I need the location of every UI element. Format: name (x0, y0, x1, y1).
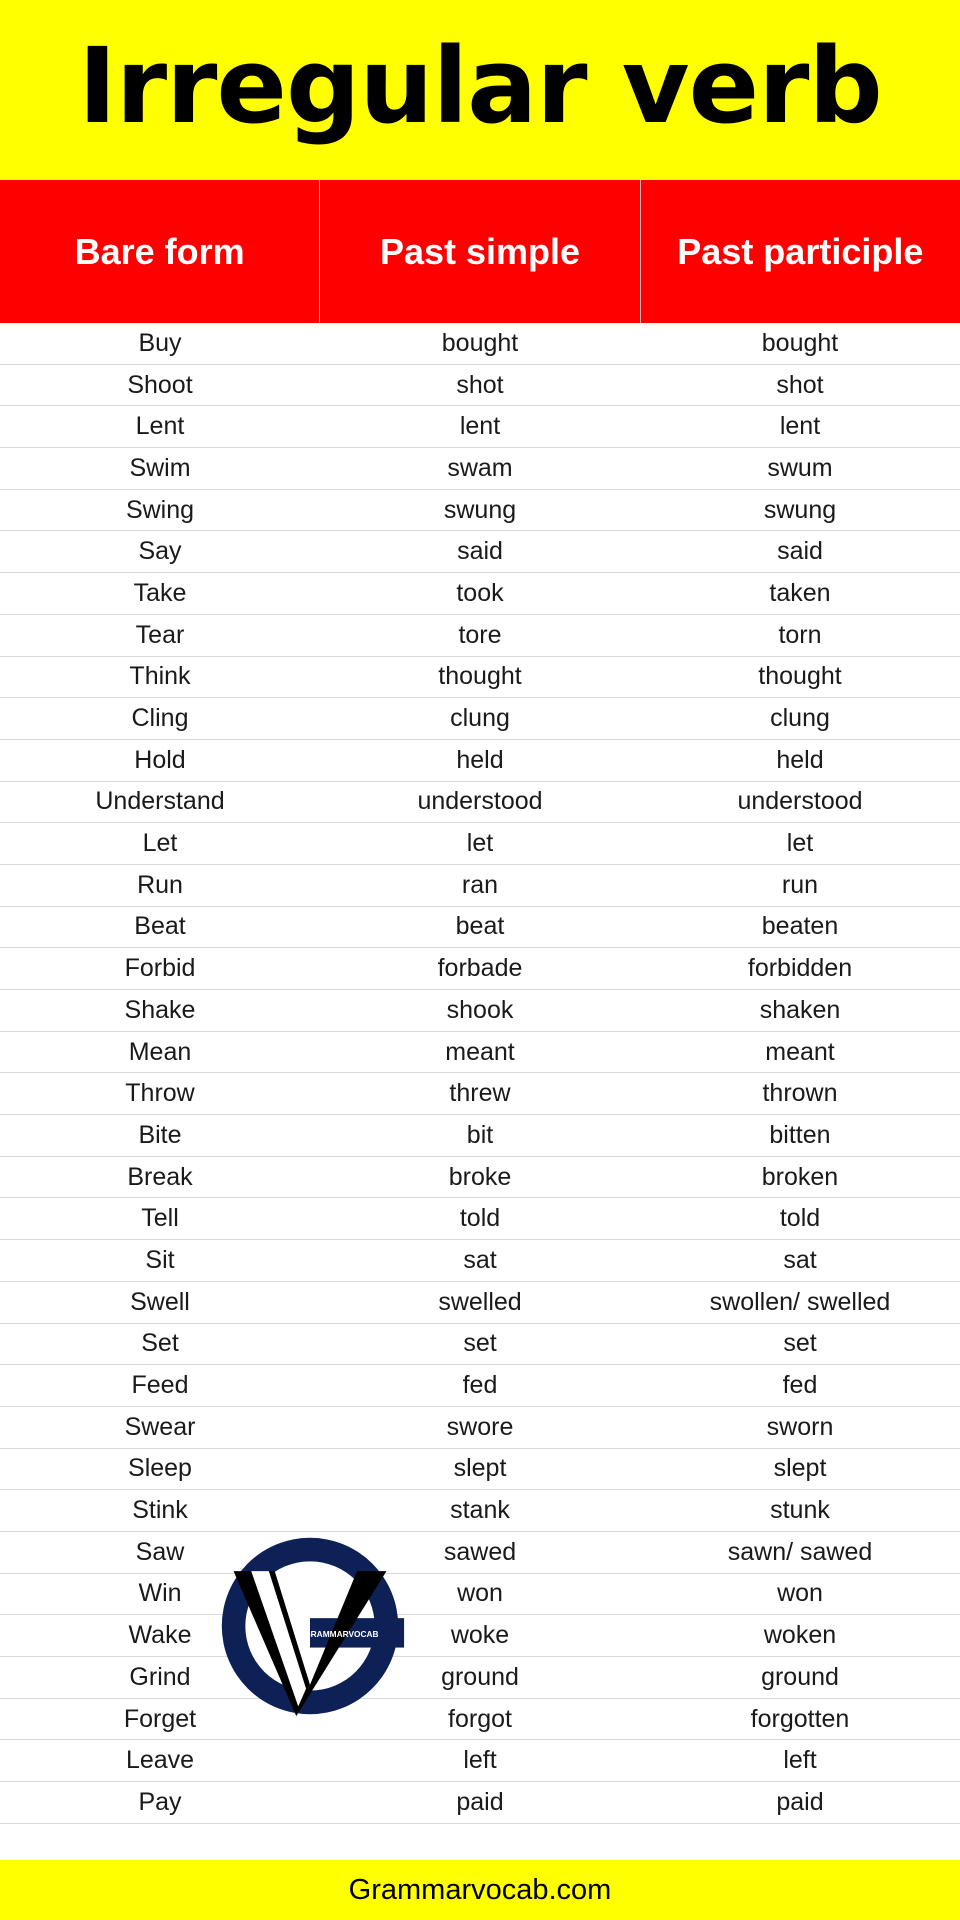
cell-past-simple: threw (449, 1079, 511, 1108)
cell-bare-form: Win (138, 1579, 182, 1608)
table-row (0, 1782, 960, 1824)
verb-table-body (0, 323, 960, 1824)
table-row (0, 1032, 960, 1074)
cell-past-participle: won (777, 1579, 823, 1608)
cell-bare-form: Feed (131, 1371, 189, 1400)
cell-bare-form: Mean (128, 1037, 192, 1066)
cell-past-participle: shaken (759, 995, 841, 1024)
cell-bare-form: Shoot (127, 370, 193, 399)
cell-past-simple: tore (458, 620, 502, 649)
cell-past-simple: meant (445, 1037, 515, 1066)
cell-past-participle: torn (778, 620, 822, 649)
cell-past-participle: left (783, 1746, 817, 1775)
cell-bare-form: Leave (125, 1746, 195, 1775)
cell-bare-form: Buy (138, 328, 182, 357)
cell-past-simple: sat (463, 1245, 497, 1274)
table-row (0, 448, 960, 490)
logo-text: GRAMMARVOCAB (304, 1628, 379, 1639)
cell-bare-form: Break (127, 1162, 193, 1191)
table-row (0, 323, 960, 365)
table-row (0, 1449, 960, 1491)
table-row (0, 490, 960, 532)
cell-past-simple: bit (466, 1120, 494, 1149)
cell-past-participle: forgotten (750, 1704, 850, 1733)
cell-past-participle: bitten (769, 1120, 831, 1149)
cell-past-simple: clung (450, 704, 510, 733)
cell-past-simple: swelled (438, 1287, 522, 1316)
cell-past-participle: sat (783, 1245, 817, 1274)
table-row (0, 1073, 960, 1115)
cell-past-simple: ran (461, 870, 499, 899)
table-row (0, 1532, 960, 1574)
cell-past-simple: paid (456, 1787, 504, 1816)
cell-past-simple: set (463, 1329, 497, 1358)
cell-bare-form: Say (138, 537, 182, 566)
table-row (0, 740, 960, 782)
cell-bare-form: Swear (124, 1412, 196, 1441)
cell-bare-form: Understand (95, 787, 225, 816)
cell-past-participle: said (777, 537, 823, 566)
cell-past-participle: swollen/ swelled (709, 1287, 891, 1316)
table-row (0, 1407, 960, 1449)
table-row (0, 1615, 960, 1657)
cell-past-simple: bought (441, 328, 519, 357)
table-row (0, 1240, 960, 1282)
cell-past-participle: sworn (766, 1412, 834, 1441)
cell-bare-form: Swell (130, 1287, 190, 1316)
cell-past-simple: lent (459, 412, 501, 441)
cell-bare-form: Cling (131, 704, 189, 733)
table-row (0, 990, 960, 1032)
cell-past-participle: shot (776, 370, 824, 399)
cell-past-simple: forgot (448, 1704, 512, 1733)
cell-past-participle: clung (770, 704, 830, 733)
cell-bare-form: Tell (141, 1204, 179, 1233)
header-bare-form: Bare form (0, 180, 320, 323)
table-row (0, 1198, 960, 1240)
cell-past-participle: fed (782, 1371, 818, 1400)
table-row (0, 406, 960, 448)
cell-past-simple: woke (450, 1621, 510, 1650)
cell-past-participle: taken (769, 578, 831, 607)
cell-bare-form: Bite (138, 1120, 182, 1149)
table-row (0, 1699, 960, 1741)
table-row (0, 657, 960, 699)
cell-bare-form: Think (129, 662, 191, 691)
cell-past-participle: run (781, 870, 819, 899)
table-row (0, 1657, 960, 1699)
table-row (0, 823, 960, 865)
cell-past-simple: said (457, 537, 503, 566)
cell-bare-form: Beat (134, 912, 186, 941)
cell-past-simple: told (459, 1204, 501, 1233)
page-title: Irregular verb (78, 25, 882, 147)
header-past-participle: Past participle (677, 230, 924, 272)
cell-bare-form: Saw (135, 1537, 185, 1566)
cell-past-participle: broken (761, 1162, 839, 1191)
cell-bare-form: Lent (135, 412, 185, 441)
table-row (0, 1365, 960, 1407)
cell-past-participle: told (779, 1204, 821, 1233)
cell-past-simple: beat (455, 912, 505, 941)
table-row (0, 531, 960, 573)
cell-past-participle: stunk (770, 1496, 830, 1525)
table-row (0, 865, 960, 907)
cell-bare-form: Shake (124, 995, 196, 1024)
cell-bare-form: Take (133, 578, 187, 607)
table-row (0, 698, 960, 740)
cell-bare-form: Wake (128, 1621, 192, 1650)
cell-bare-form: Run (137, 870, 183, 899)
cell-bare-form: Throw (125, 1079, 195, 1108)
cell-past-participle: held (776, 745, 824, 774)
table-row (0, 573, 960, 615)
table-row (0, 782, 960, 824)
cell-past-simple: let (466, 829, 494, 858)
cell-past-simple: shook (446, 995, 514, 1024)
cell-bare-form: Stink (132, 1496, 188, 1525)
cell-bare-form: Set (141, 1329, 179, 1358)
cell-past-simple: understood (417, 787, 543, 816)
table-row (0, 948, 960, 990)
cell-bare-form: Swim (129, 453, 191, 482)
cell-past-simple: swore (446, 1412, 514, 1441)
table-row (0, 1740, 960, 1782)
cell-past-simple: shot (456, 370, 504, 399)
table-row (0, 907, 960, 949)
table-row (0, 1282, 960, 1324)
cell-bare-form: Pay (138, 1787, 182, 1816)
cell-bare-form: Forbid (124, 954, 196, 983)
cell-past-participle: paid (776, 1787, 824, 1816)
table-row (0, 365, 960, 407)
cell-bare-form: Let (142, 829, 178, 858)
cell-past-participle: let (786, 829, 814, 858)
cell-past-participle: sawn/ sawed (727, 1537, 873, 1566)
cell-past-participle: woken (763, 1621, 837, 1650)
cell-past-participle: forbidden (747, 954, 853, 983)
cell-past-participle: lent (779, 412, 821, 441)
cell-past-simple: sawed (443, 1537, 517, 1566)
cell-bare-form: Swing (125, 495, 195, 524)
cell-past-participle: set (783, 1329, 817, 1358)
table-row (0, 1574, 960, 1616)
cell-past-participle: ground (761, 1662, 839, 1691)
cell-past-participle: beaten (761, 912, 839, 941)
cell-bare-form: Sleep (128, 1454, 192, 1483)
cell-past-simple: fed (462, 1371, 498, 1400)
cell-past-simple: swung (443, 495, 517, 524)
cell-past-simple: stank (450, 1496, 510, 1525)
cell-past-simple: slept (453, 1454, 507, 1483)
cell-past-simple: held (456, 745, 504, 774)
cell-past-participle: understood (737, 787, 863, 816)
footer-site: Grammarvocab.com (0, 1860, 960, 1920)
cell-bare-form: Sit (145, 1245, 175, 1274)
cell-past-participle: slept (773, 1454, 827, 1483)
cell-bare-form: Tear (135, 620, 185, 649)
cell-past-participle: swung (763, 495, 837, 524)
title-banner (0, 0, 960, 180)
table-row (0, 1115, 960, 1157)
header-past-simple: Past simple (320, 180, 640, 323)
cell-past-participle: meant (765, 1037, 835, 1066)
cell-past-participle: thrown (762, 1079, 838, 1108)
cell-bare-form: Grind (129, 1662, 191, 1691)
cell-past-simple: left (463, 1746, 497, 1775)
table-row (0, 1324, 960, 1366)
table-row (0, 1490, 960, 1532)
cell-past-participle: swum (767, 453, 833, 482)
cell-past-simple: ground (441, 1662, 519, 1691)
cell-past-participle: bought (761, 328, 839, 357)
cell-past-simple: swam (447, 453, 513, 482)
table-row (0, 1157, 960, 1199)
table-header (0, 180, 960, 323)
cell-bare-form: Forget (123, 1704, 197, 1733)
cell-past-simple: broke (448, 1162, 512, 1191)
cell-past-simple: took (456, 578, 504, 607)
cell-past-simple: won (457, 1579, 503, 1608)
cell-past-simple: thought (438, 662, 522, 691)
table-row (0, 615, 960, 657)
cell-past-simple: forbade (437, 954, 523, 983)
cell-past-participle: thought (758, 662, 842, 691)
grammarvocab-logo-icon (212, 1528, 408, 1724)
cell-bare-form: Hold (134, 745, 186, 774)
